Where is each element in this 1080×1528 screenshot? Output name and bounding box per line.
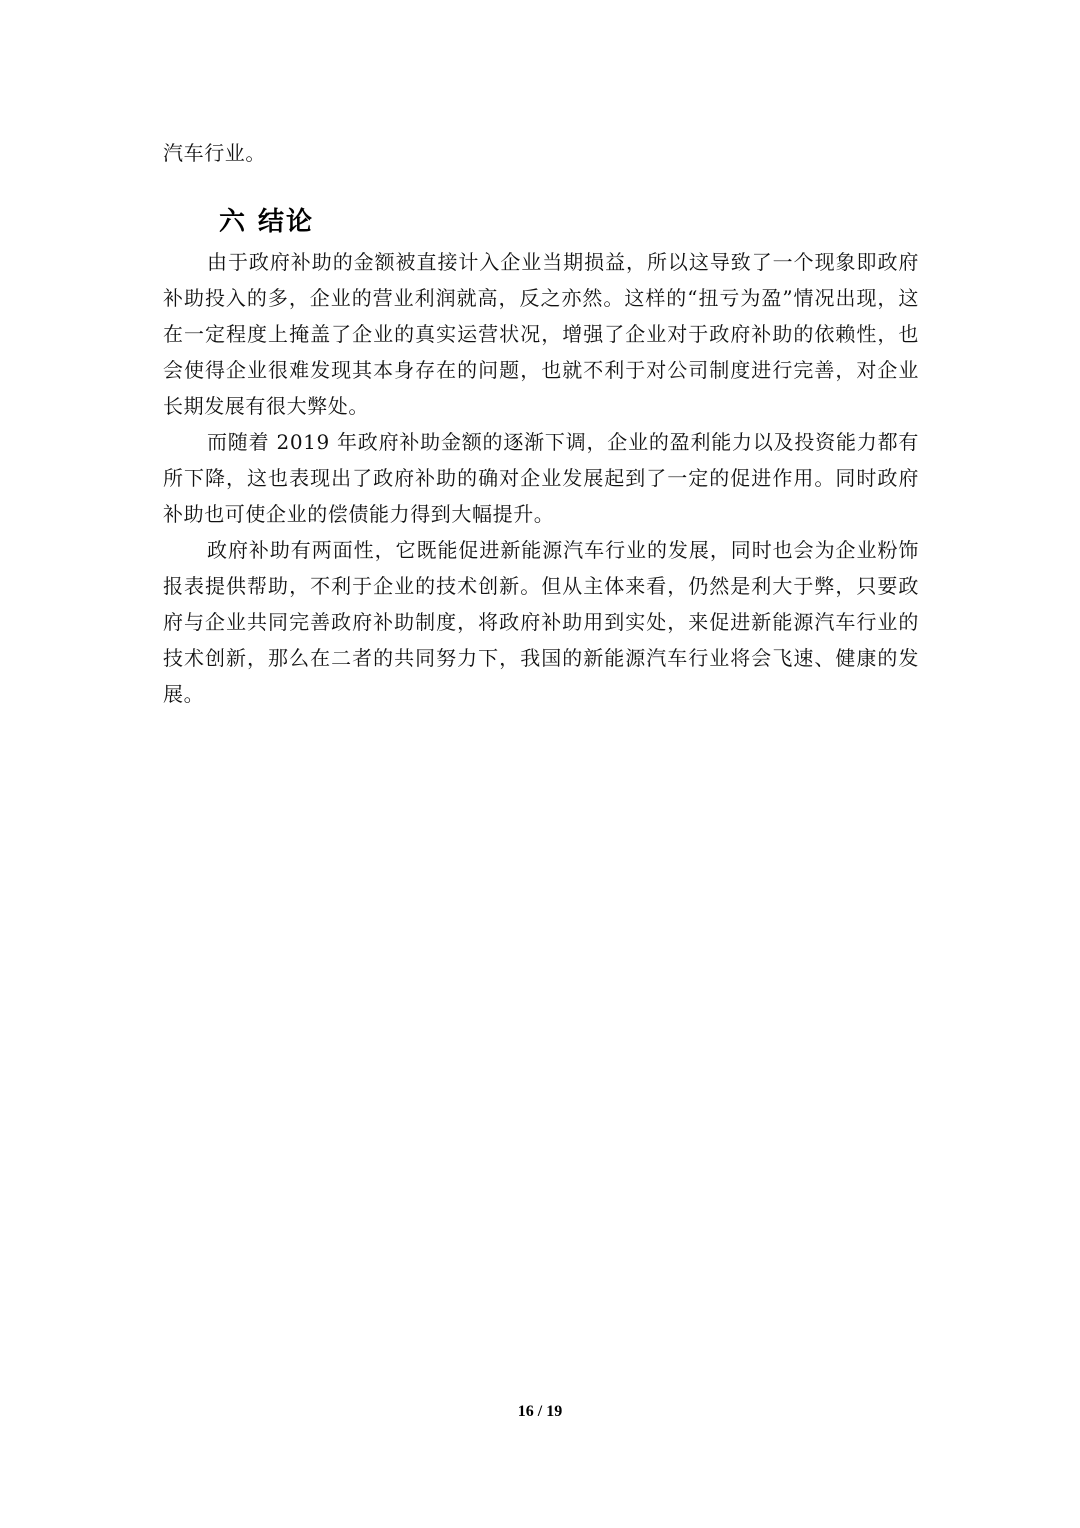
paragraph: 政府补助有两面性，它既能促进新能源汽车行业的发展，同时也会为企业粉饰报表提供帮助，不利于企业的技术创新。但从主体来看，仍然是利大于弊，只要政府与企业共同完善政府补助制度，将政府补助用到实处，来促进新能源汽车行业的技术创新，那么在二者的共同努力下，我国的新能源汽车行业将会飞速、健康的发展。 [163, 538, 919, 706]
paragraph: 由于政府补助的金额被直接计入企业当期损益，所以这导致了一个现象即政府补助投入的多，企业的营业利润就高，反之亦然。这样的“扭亏为盈”情况出现，这在一定程度上掩盖了企业的真实运营状况，增强了企业对于政府补助的依赖性，也会使得企业很难发现其本身存在的问题，也就不利于对公司制度进行完善，对企业长期发展有很大弊处。 [163, 250, 919, 418]
paragraph: 而随着 2019 年政府补助金额的逐渐下调，企业的盈利能力以及投资能力都有所下降，这也表现出了政府补助的确对企业发展起到了一定的促进作用。同时政府补助也可使企业的偿债能力得到大幅提升。 [163, 430, 919, 526]
section-heading: 六 结论 [219, 207, 315, 237]
page-number: 16 / 19 [517, 1403, 563, 1420]
section-body [163, 244, 919, 712]
continuation-text: 汽车行业。 [163, 141, 266, 165]
